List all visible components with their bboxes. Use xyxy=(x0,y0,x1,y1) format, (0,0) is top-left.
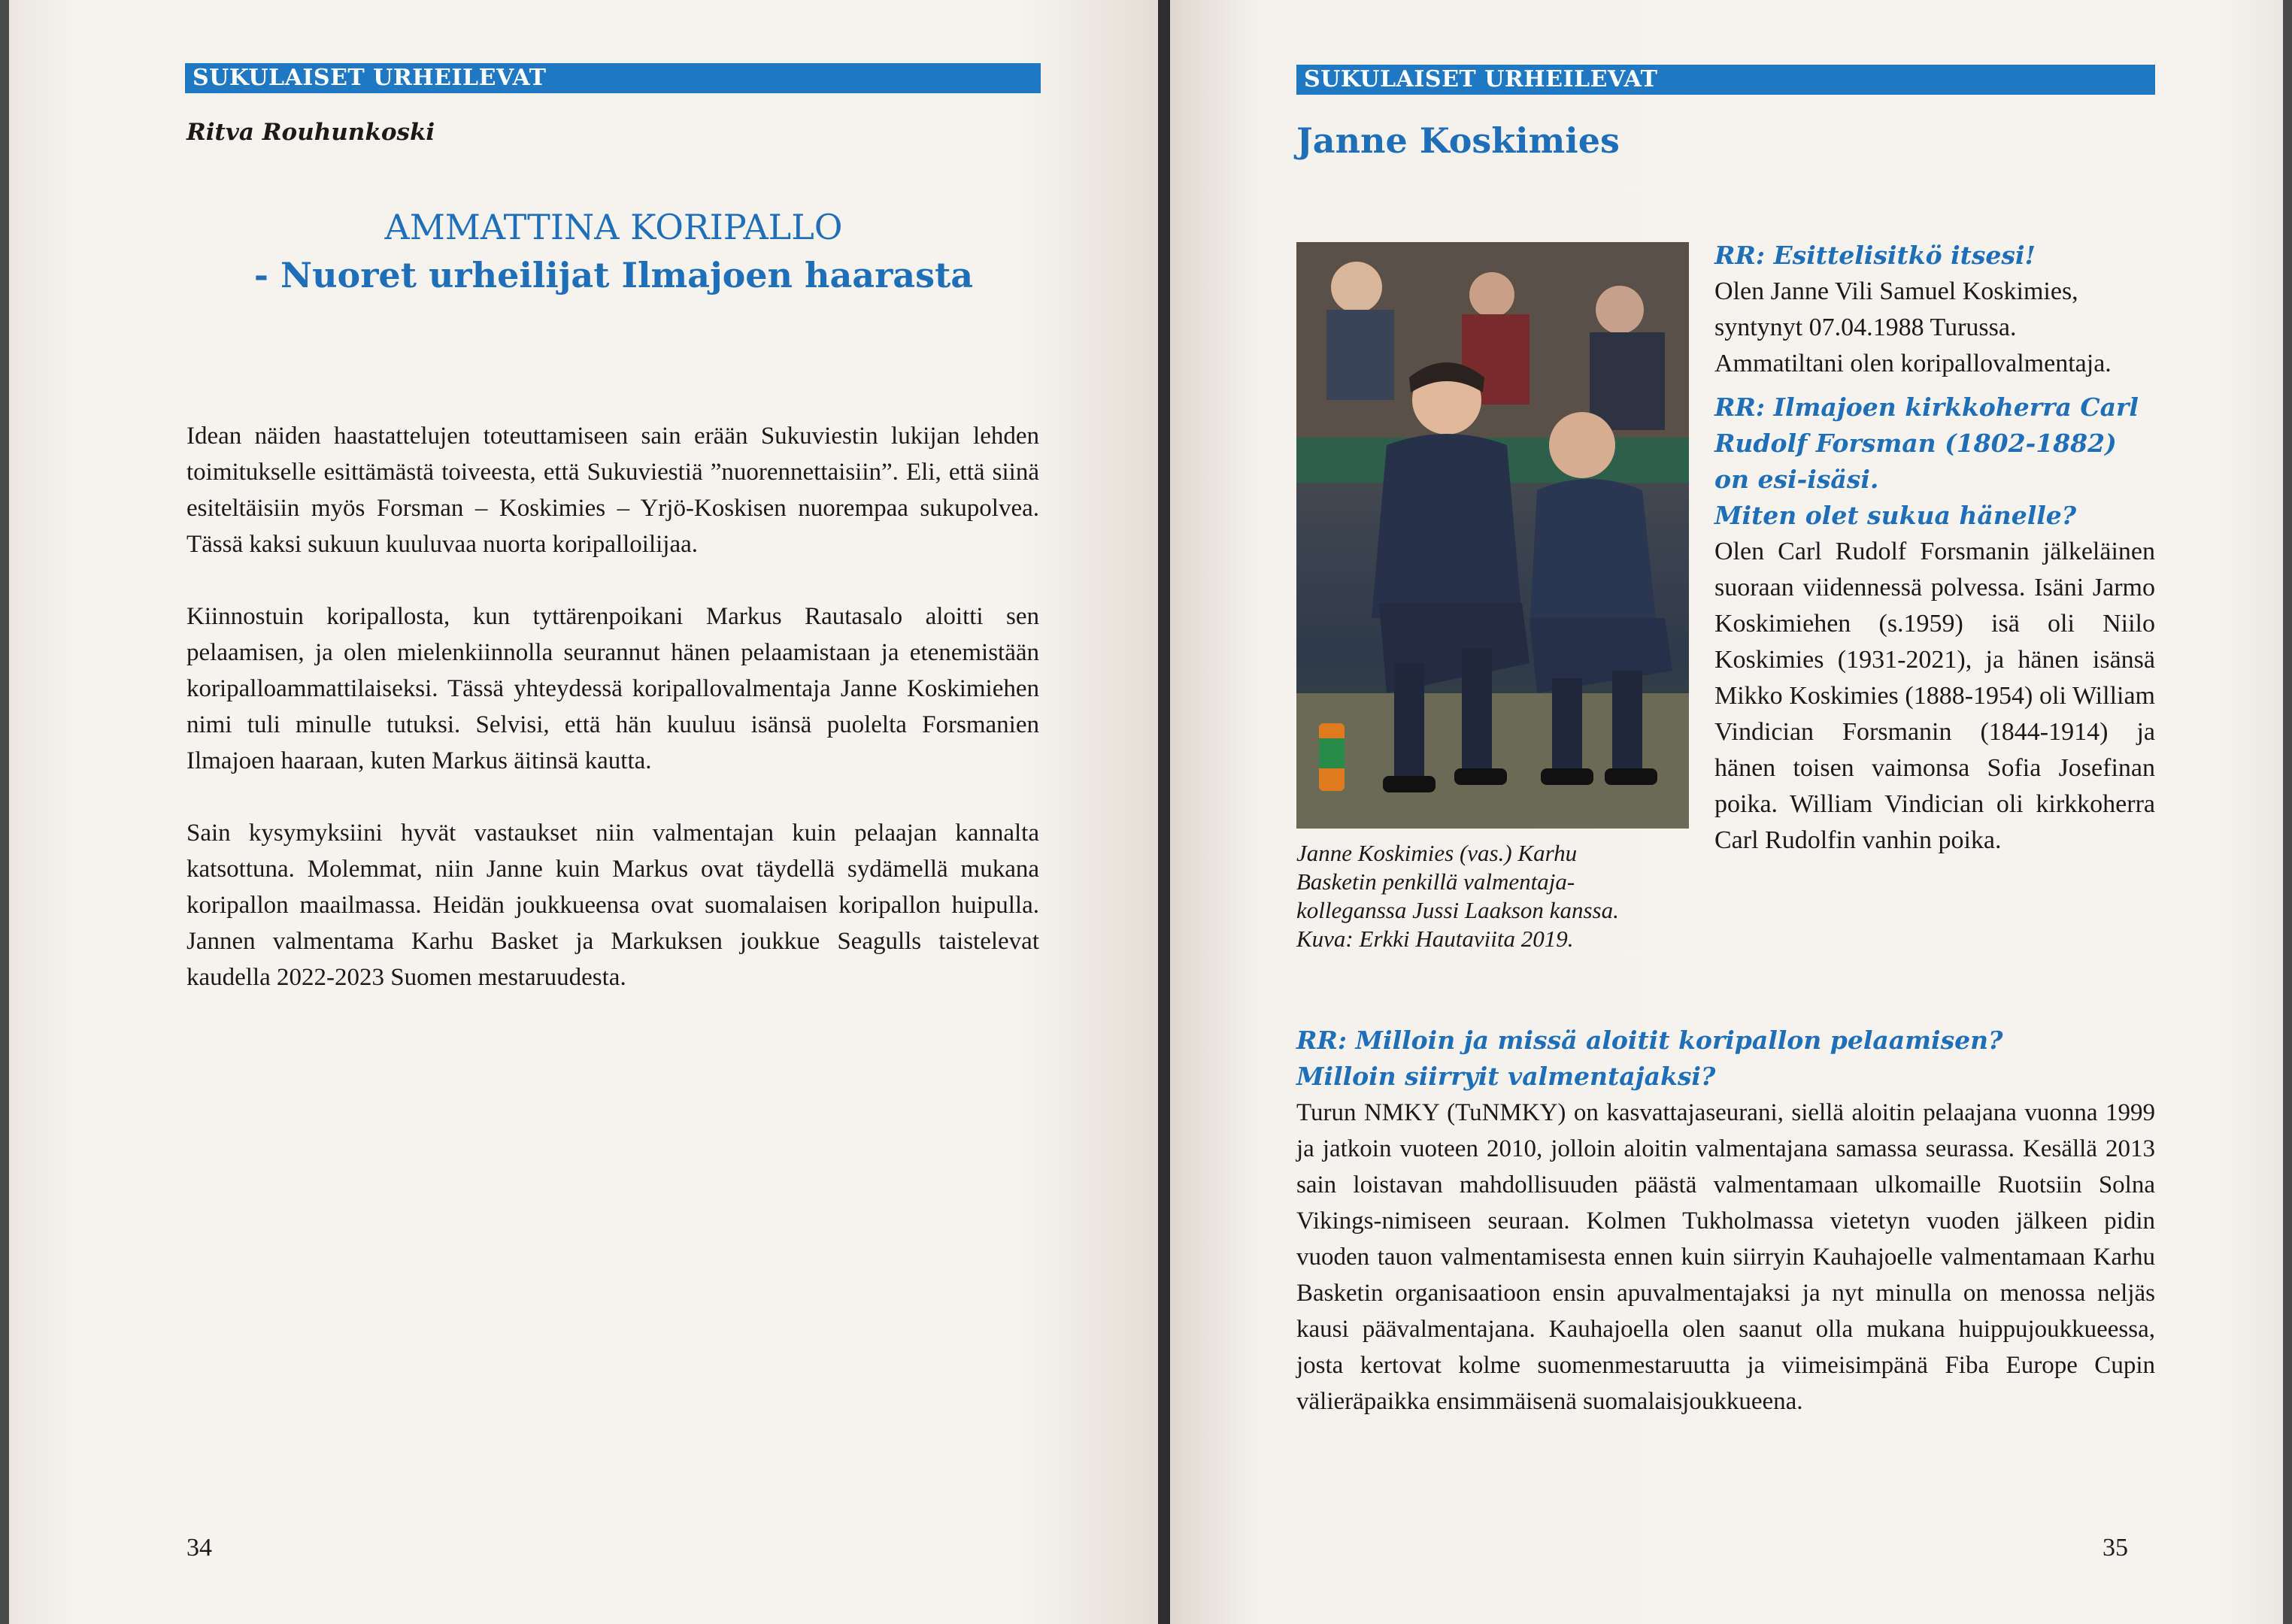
article-title xyxy=(185,203,1042,299)
interview-full-width xyxy=(1296,1023,2155,1427)
caption-line: Kuva: Erkki Hautaviita 2019. xyxy=(1296,926,1574,952)
title-line-2: - Nuoret urheilijat Ilmajoen haarasta xyxy=(253,255,974,295)
question-3 xyxy=(1296,1023,2155,1095)
page-number: 35 xyxy=(2103,1534,2128,1562)
answer-line: syntynyt 07.04.1988 Turussa. xyxy=(1714,314,2017,341)
answer-line: Ammatiltani olen koripallovalmentaja. xyxy=(1714,350,2112,377)
left-page xyxy=(9,0,1158,1624)
question-2 xyxy=(1714,389,2155,534)
section-header: SUKULAISET URHEILEVAT xyxy=(1296,65,2155,95)
question-line: Milloin siirryit valmentajaksi? xyxy=(1296,1062,1716,1091)
question-1: RR: Esittelisitkö itsesi! xyxy=(1714,241,2036,270)
photo-illustration xyxy=(1296,242,1689,829)
page-number: 34 xyxy=(186,1534,212,1562)
answer-3: Turun NMKY (TuNMKY) on kasvattajaseurani, siellä aloitin pelaajana vuonna 1999 ja jatkoin vuoteen 2010, jolloin aloitin valmentajana samassa seurassa. Kesällä 2013 sain loistavan mahdollisuuden päästä valmentamaan ulkomaille Ruotsiin Solna Vikings-nimiseen seuraan. Kolmen Tukholmassa vietetyn vuoden jälkeen pidin vuoden tauon valmentamisesta ennen kuin siirryin Kauhajoelle valmentamaan Karhu Basketin organisaatioon ensin apuvalmentajaksi ja nyt minulla on menossa neljäs kausi päävalmentajana. Kauhajoella olen saanut olla mukana huippujoukkueessa, josta kertovat kolme suomenmestaruutta ja viimeisimpänä Fiba Europe Cupin välieräpaikka ensimmäisenä suomalaisjoukkueena. xyxy=(1296,1099,2155,1415)
intro-text xyxy=(186,418,1039,1032)
question-line: Rudolf Forsman (1802-1882) xyxy=(1714,429,2117,458)
paragraph: Idean näiden haastattelujen toteuttamiseen sain erään Sukuviestin lukijan lehden toimitukselle esittämästä toiveesta, että Sukuviestiä ”nuorennettaisiin”. Eli, että siinä esiteltäisiin myös Forsman – Koskimies – Yrjö-Koskisen nuorempaa sukupolvea. Tässä kaksi sukuun kuuluvaa nuorta koripalloilijaa. xyxy=(186,423,1039,558)
title-line-1: AMMATTINA KORIPALLO xyxy=(384,207,843,247)
paragraph: Kiinnostuin koripallosta, kun tyttärenpoikani Markus Rautasalo aloitti sen pelaamisen, ja olen mielenkiinnolla seurannut hänen pelaamistaan ja etenemistään koripalloammattilaiseksi. Tässä yhteydessä koripallovalmentaja Janne Koskimiehen nimi tuli minulle tutuksi. Selvisi, että hän kuuluu isänsä puolelta Forsmanien Ilmajoen haaraan, kuten Markus äitinsä kautta. xyxy=(186,603,1039,774)
book-gutter xyxy=(1158,0,1170,1624)
interview-column xyxy=(1714,238,2155,866)
question-line: RR: Ilmajoen kirkkoherra Carl xyxy=(1714,392,2139,422)
caption-line: Basketin penkillä valmentaja- xyxy=(1296,868,1575,895)
question-line: on esi-isäsi. xyxy=(1714,465,1879,494)
answer-2: Olen Carl Rudolf Forsmanin jälkeläinen suoraan viidennessä polvessa. Isäni Jarmo Koskimiehen (s.1959) isä oli Niilo Koskimies (1931-2021), ja hänen isänsä Mikko Koskimies (1888-1954) oli William Vindician Forsmanin (1844-1914) ja hänen toisen vaimonsa Sofia Josefinan poika. William Vindician oli kirkkoherra Carl Rudolfin vanhin poika. xyxy=(1714,538,2155,854)
question-line: Miten olet sukua hänelle? xyxy=(1714,501,2077,530)
photo-caption xyxy=(1296,839,1687,953)
caption-line: kolleganssa Jussi Laakson kanssa. xyxy=(1296,897,1619,923)
caption-line: Janne Koskimies (vas.) Karhu xyxy=(1296,840,1578,866)
photo-coaches-on-bench xyxy=(1296,242,1689,829)
author-name: Ritva Rouhunkoski xyxy=(186,119,435,146)
question-line: RR: Milloin ja missä aloitit koripallon pelaamisen? xyxy=(1296,1026,2003,1055)
answer-line: Olen Janne Vili Samuel Koskimies, xyxy=(1714,277,2078,305)
answer-1 xyxy=(1714,274,2155,382)
right-page xyxy=(1170,0,2283,1624)
interviewee-name: Janne Koskimies xyxy=(1296,120,1620,161)
section-header: SUKULAISET URHEILEVAT xyxy=(185,63,1041,93)
paragraph: Sain kysymyksiini hyvät vastaukset niin valmentajan kuin pelaajan kannalta katsottuna. Molemmat, niin Janne kuin Markus ovat täydellä sydämellä mukana koripallon maailmassa. Heidän joukkueensa ovat suomalaisen koripallon huipulla. Jannen valmentama Karhu Basket ja Markuksen joukkue Seagulls taistelevat kaudella 2022-2023 Suomen mestaruudesta. xyxy=(186,820,1039,991)
